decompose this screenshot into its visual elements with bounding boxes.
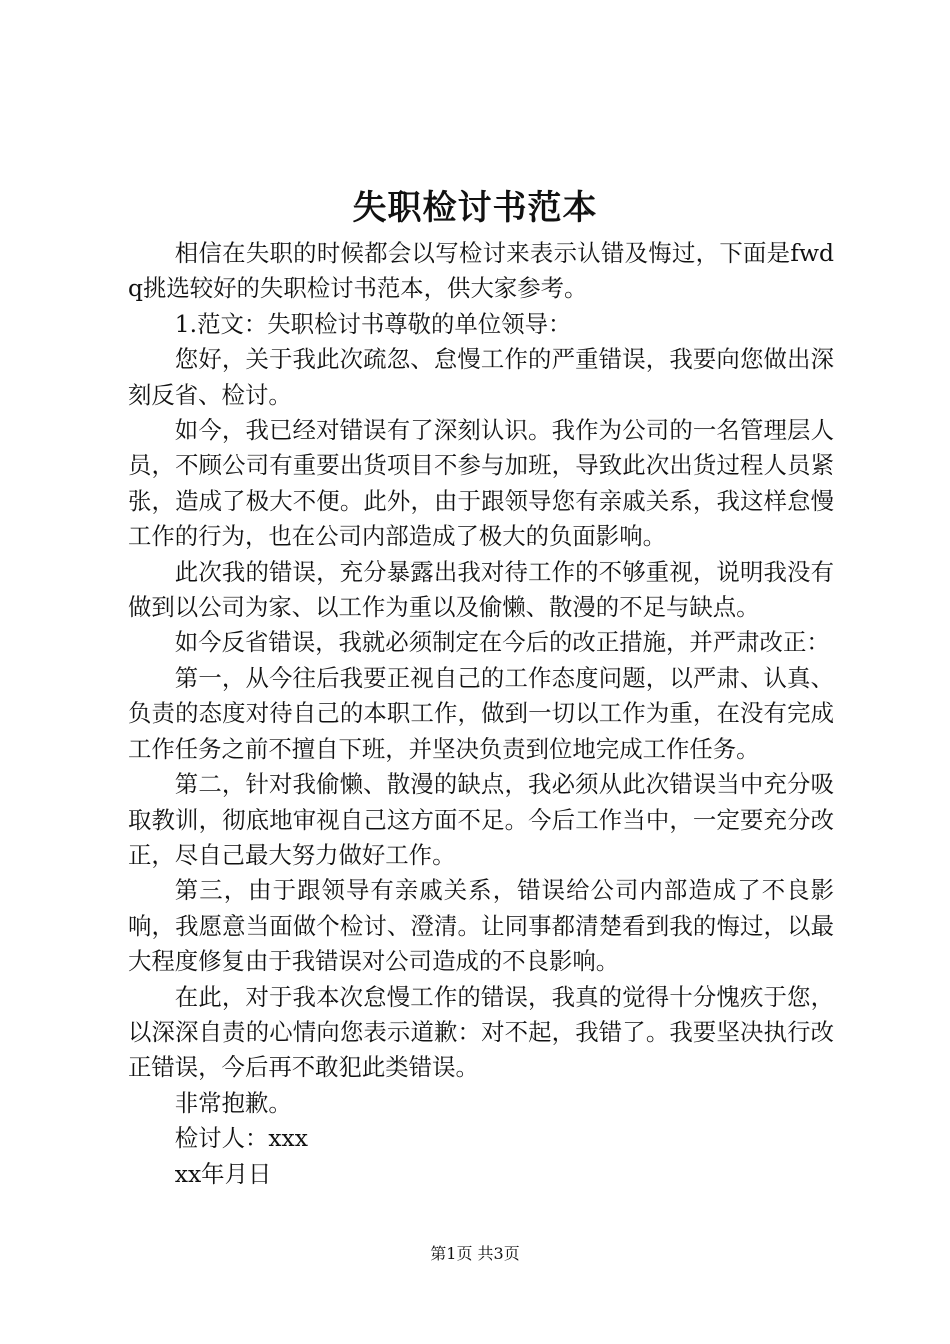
paragraph-salutation: 1.范文：失职检讨书尊敬的单位领导： [174, 309, 572, 338]
paragraph-greeting: 您好，关于我此次疏忽、怠慢工作的严重错误，我要向您做出深刻反省、检讨。 [128, 345, 834, 409]
paragraph-measure-3: 第三，由于跟领导有亲戚关系，错误给公司内部造成了不良影响，我愿意当面做个检讨、澄清。让同事都清楚看到我的悔过，以最大程度修复由于我错误对公司造成的不良影响。 [128, 876, 834, 976]
signature-line: 检讨人：xxx [174, 1124, 308, 1153]
document-body [128, 236, 834, 1192]
paragraph-measure-1: 第一，从今往后我要正视自己的工作态度问题，以严肃、认真、负责的态度对待自己的本职工作，做到一切以工作为重，在没有完成工作任务之前不擅自下班，并坚决负责到位地完成工作任务。 [128, 663, 834, 763]
paragraph-apology: 在此，对于我本次怠慢工作的错误，我真的觉得十分愧疚于您，以深深自责的心情向您表示道歉：对不起，我错了。我要坚决执行改正错误，今后再不敢犯此类错误。 [128, 982, 834, 1082]
paragraph-measure-2: 第二，针对我偷懒、散漫的缺点，我必须从此次错误当中充分吸取教训，彻底地审视自己这方面不足。今后工作当中，一定要充分改正，尽自己最大努力做好工作。 [128, 770, 834, 869]
document-title: 失职检讨书范本 [352, 188, 598, 228]
paragraph-shortcomings: 此次我的错误，充分暴露出我对待工作的不够重视，说明我没有做到以公司为家、以工作为重以及偷懒、散漫的不足与缺点。 [128, 557, 834, 622]
paragraph-sorry: 非常抱歉。 [174, 1088, 292, 1117]
paragraph-recognition: 如今，我已经对错误有了深刻认识。我作为公司的一名管理层人员，不顾公司有重要出货项目不参与加班，导致此次出货过程人员紧张，造成了极大不便。此外，由于跟领导您有亲戚关系，我这样怠慢工作的行为，也在公司内部造成了极大的负面影响。 [128, 416, 834, 551]
page-footer: 第1页 共3页 [430, 1244, 520, 1263]
paragraph-measures-intro: 如今反省错误，我就必须制定在今后的改正措施，并严肃改正： [174, 628, 830, 657]
date-line: xx年月日 [174, 1159, 272, 1188]
paragraph-intro: 相信在失职的时候都会以写检讨来表示认错及悔过，下面是fwdq挑选较好的失职检讨书范本，供大家参考。 [128, 239, 834, 303]
